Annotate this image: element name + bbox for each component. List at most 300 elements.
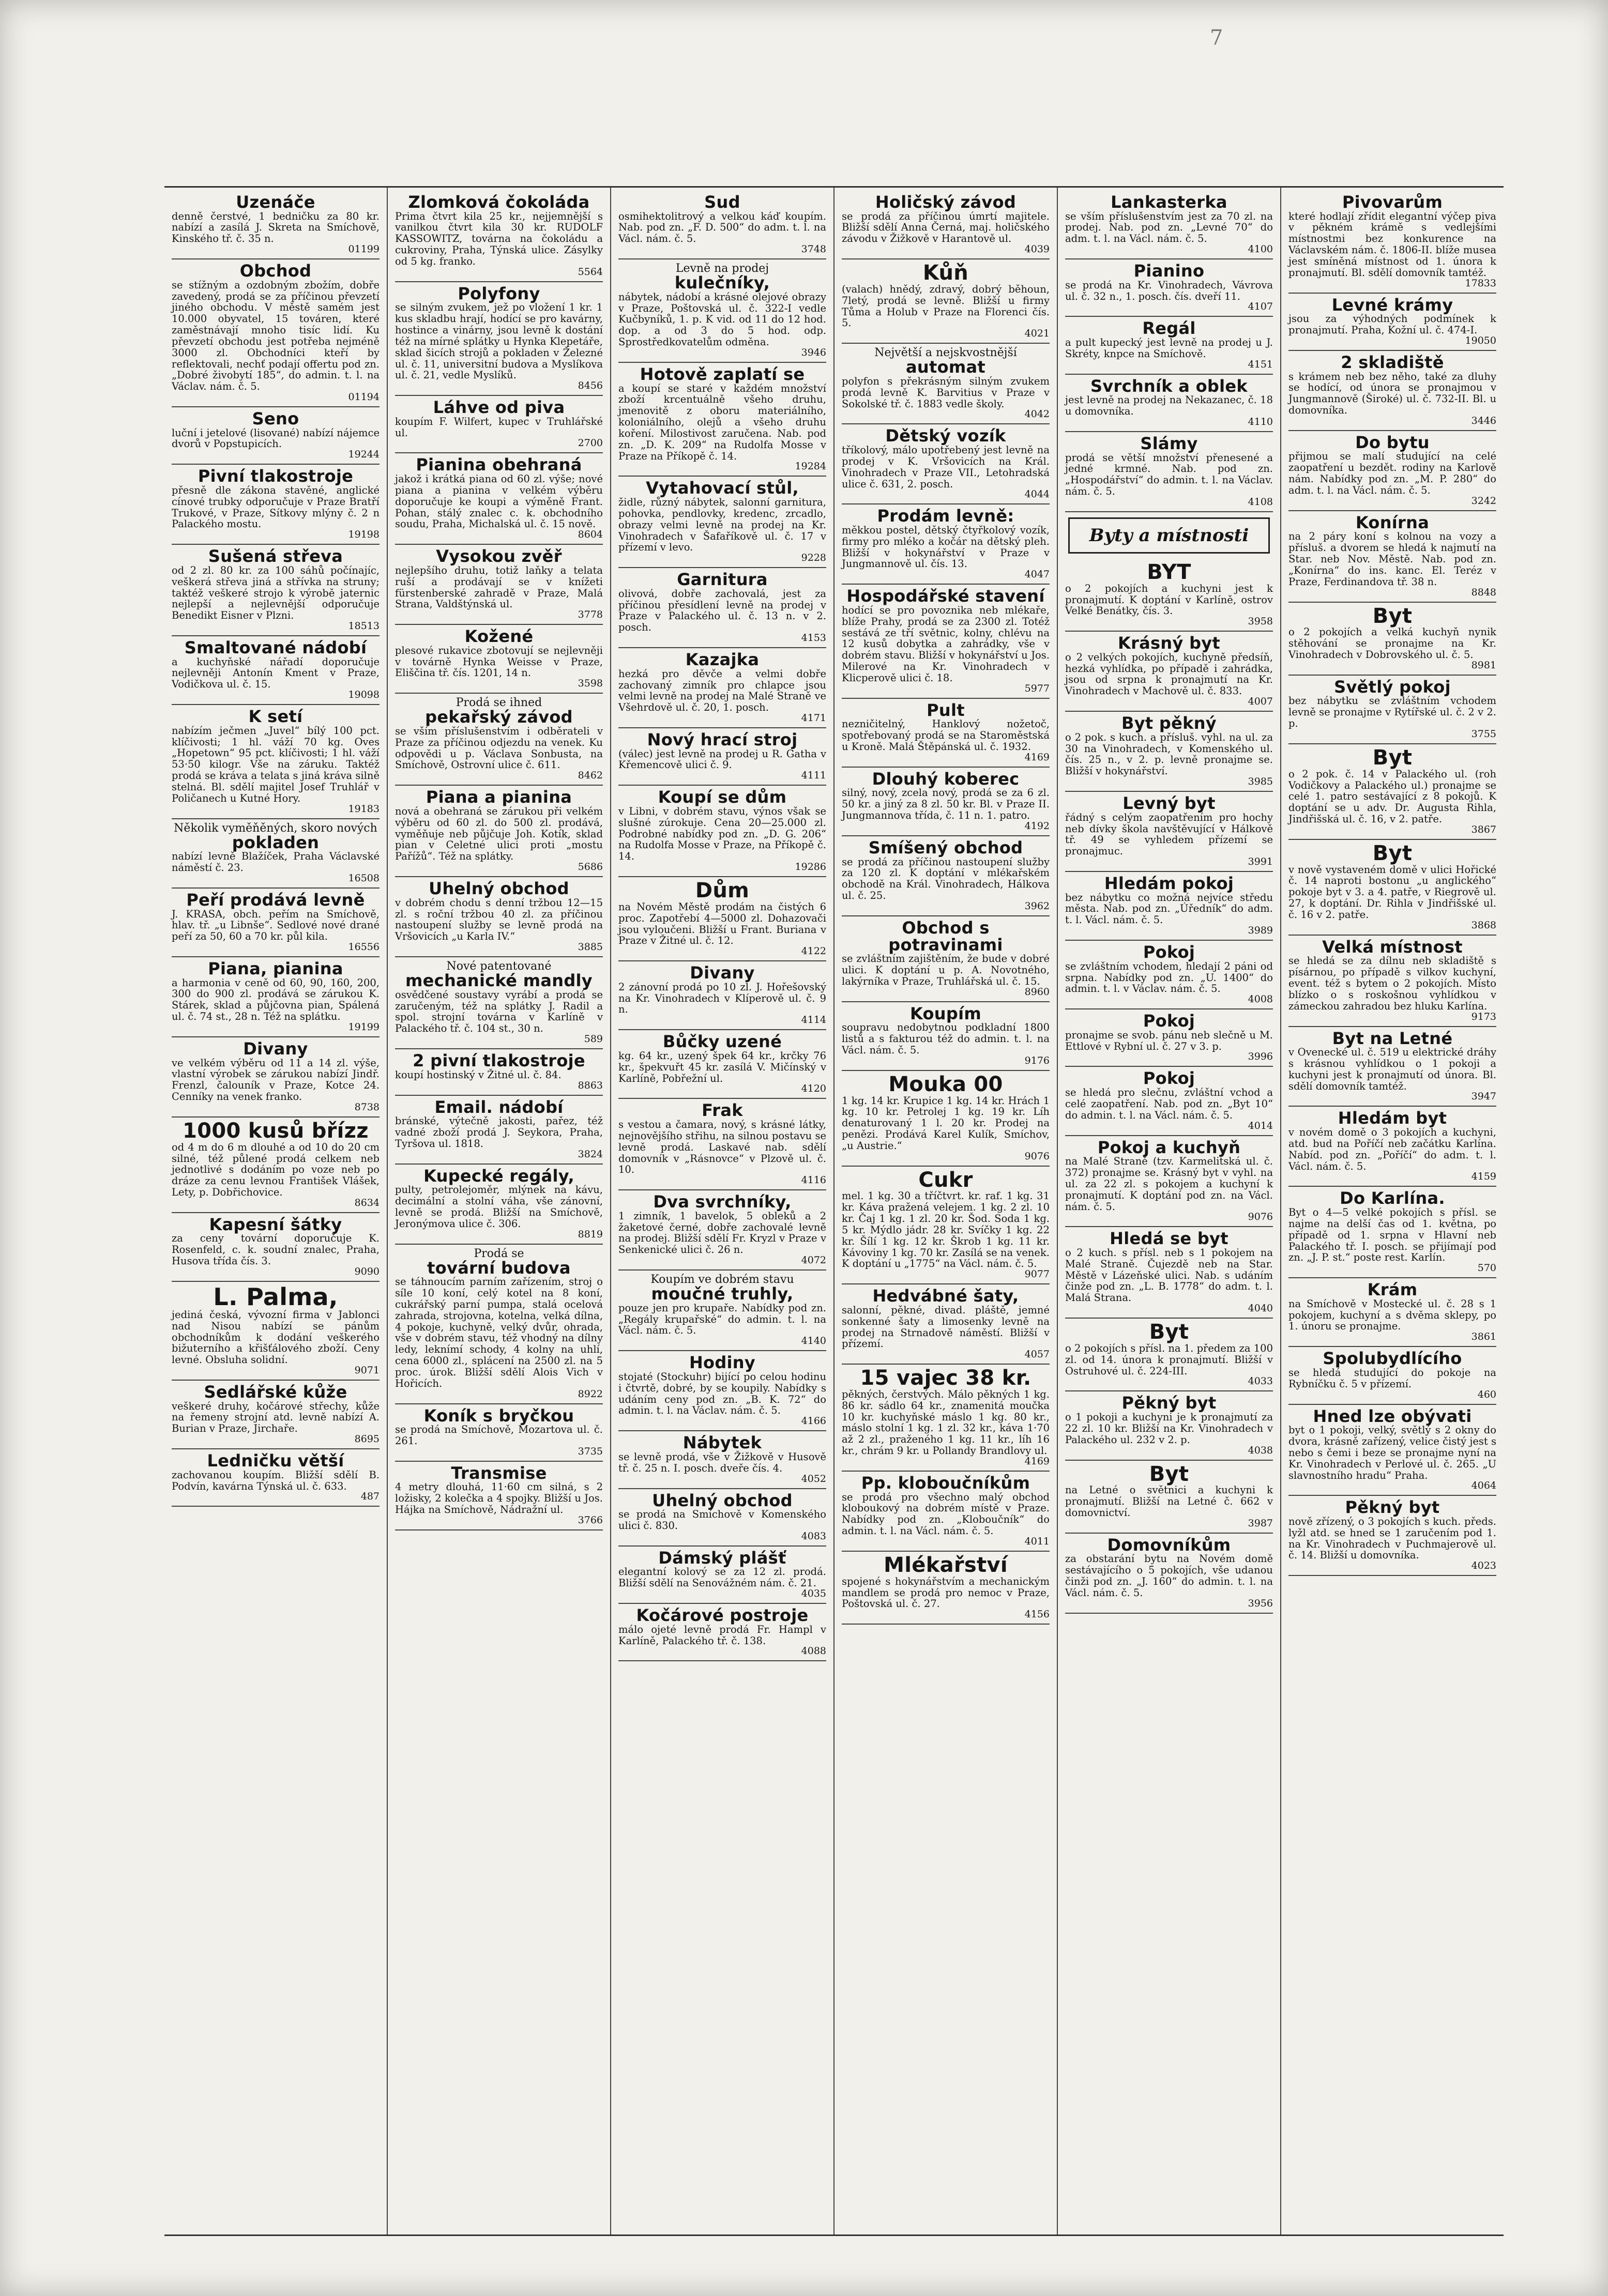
ad-body: v Libni, v dobrém stavu, výnos však se slušné zúrokuje. Cena 20—25.000 zl. Podrobné nabídky pod zn. „D. G. 206“ na Rudolfa Mosse v Praze, na Příkopě č. 14. bbox=[618, 805, 826, 863]
ad-headline: L. Palma, bbox=[213, 1282, 338, 1311]
ad-number: 4023 bbox=[1471, 1560, 1496, 1572]
ad-body: prodá se větší množství přenesené a jedné krmné. Nab. pod zn. „Hospodářství“ do admin. t. l. na Václav. nám. č. 5. bbox=[1065, 451, 1273, 498]
ad-headline: Do Karlína. bbox=[1340, 1188, 1445, 1208]
classified-ad bbox=[1288, 1278, 1496, 1347]
classified-ad bbox=[172, 191, 380, 259]
classified-ad bbox=[1065, 941, 1273, 1009]
classified-ad bbox=[172, 1449, 380, 1507]
ad-body: v novém domě o 3 pokojích a kuchyni, atd. bud na Poříčí neb začátku Karlína. Nabíd. pod zn. „Poříčí“ do adm. t. l. Václ. nám. č. 5. bbox=[1288, 1126, 1496, 1172]
classified-ad bbox=[395, 694, 603, 786]
classified-ad bbox=[1288, 351, 1496, 431]
ad-number: 9077 bbox=[1024, 1268, 1050, 1280]
ad-number: 8634 bbox=[354, 1197, 380, 1208]
ad-body: 1 zimník, 1 bavelok, 5 obleků a 2 žaketové černé, dobře zachovalé levně na prodej. Bližší sdělí Fr. Kryzl v Praze v Senkenické ulici č. 26 n. bbox=[618, 1210, 826, 1256]
ad-headline: Obchod s potravinami bbox=[888, 917, 1003, 955]
classified-ad bbox=[1288, 676, 1496, 744]
ad-number: 8695 bbox=[354, 1433, 380, 1445]
ad-headline: Hledá se byt bbox=[1110, 1229, 1228, 1249]
ad-number: 460 bbox=[1477, 1388, 1496, 1400]
classified-ad bbox=[1065, 259, 1273, 317]
ad-number: 3748 bbox=[801, 243, 826, 255]
ad-number: 8981 bbox=[1471, 659, 1496, 671]
ad-body: polyfon s překrásným silným zvukem prodá levně K. Barvitius v Praze v Sokolské tř. č. 1883 vedle školy. bbox=[842, 375, 1050, 410]
classified-ad bbox=[1288, 1187, 1496, 1278]
ad-number: 4047 bbox=[1024, 569, 1050, 580]
ad-body: od 4 m do 6 m dlouhé a od 10 do 20 cm silné, též půlené prodá celkem neb jednotlivé s dodáním po voze neb po dráze za cenu levnou František Vlášek, Lety, p. Dobřichovice. bbox=[172, 1141, 380, 1198]
classified-ad bbox=[1065, 375, 1273, 432]
classified-ad bbox=[618, 1190, 826, 1271]
ad-number: 3985 bbox=[1248, 776, 1273, 788]
column-3 bbox=[611, 188, 835, 2234]
ad-body: se silným zvukem, jež po vložení 1 kr. 1 kus skladbu hrají, hodící se pro kavárny, hostince a vinárny, jsou levně k dostání též na mírné splátky u Hynka Klepetáře, sklad šicích strojů a pokladen v Železné ul. č. 11, universitní budova a Myslíkova ul. č. 21, vedle Myslíků. bbox=[395, 301, 603, 381]
classified-ad bbox=[842, 699, 1050, 768]
ad-body: které hodlají zřídit elegantní výčep piva v pěkném krámě s vedlejšími místnostmi bez konkurence na Václavském nám. č. 1806-II. blíže musea jest smíněná místnost od 1. února k pronajmutí. Bl. sdělí domovník tamtéž. bbox=[1288, 210, 1496, 279]
classified-ad bbox=[618, 1271, 826, 1351]
ad-number: 3778 bbox=[578, 609, 603, 621]
ad-number: 4153 bbox=[801, 632, 826, 644]
ad-body: a kuchyňské nářadí doporučuje nejlevněji Antonín Kment v Praze, Vodičkova ul. č. 15. bbox=[172, 655, 380, 691]
ad-headline: Vytahovací stůl, bbox=[646, 478, 799, 498]
ad-body: soupravu nedobytnou podkladní 1800 listů a s fakturou též do admin. t. l. na Václ. nám. č. 5. bbox=[842, 1021, 1050, 1056]
ad-body: na Malé Straně (tzv. Karmelitská ul. č. 372) pronajme se. Krásný byt v vyhl. na ul. za 22 zl. s pokojem a kuchyní k pronajmutí. K doptání pod zn. na Václ. nám. č. 5. bbox=[1065, 1155, 1273, 1213]
ad-body: se hledá se za dílnu neb skladiště s písárnou, po případě s vilkov kuchyní, event. též s bytem o 2 pokojích. Místo blízko o s roskošnou vyhlídkou v zámeckou zahradou bez hluku Karlína. bbox=[1288, 955, 1496, 1012]
classified-ad bbox=[395, 1245, 603, 1404]
classified-ad bbox=[1288, 840, 1496, 936]
classified-ad bbox=[1288, 1405, 1496, 1496]
ad-body: jsou za výhodných podmínek k pronajmutí. Praha, Kožní ul. č. 474-I. bbox=[1288, 313, 1496, 336]
classified-ad bbox=[618, 477, 826, 568]
ad-headline: Lankasterka bbox=[1111, 192, 1227, 212]
classified-ad bbox=[618, 786, 826, 877]
ad-headline: Byt bbox=[1149, 1462, 1189, 1486]
ad-number: 19286 bbox=[795, 861, 826, 873]
ad-body: luční i jetelové (lisované) nabízí nájemce dvorů v Popstupicích. bbox=[172, 426, 380, 450]
ad-headline: Světlý pokoj bbox=[1334, 677, 1451, 697]
classified-ad bbox=[1065, 1227, 1273, 1319]
ad-body: nábytek, nádobí a krásné olejové obrazy v Praze, Poštovská ul. č. 322-I vedle Kučbyníků, 1. p. K vid. od 11 do 12 hod. dop. a od 3 do 5 hod. odp. Sprostředkovatelům odměna. bbox=[618, 290, 826, 348]
classified-ad bbox=[618, 961, 826, 1030]
ad-headline: Pokoj bbox=[1143, 942, 1195, 962]
ad-headline: Hodiny bbox=[689, 1353, 756, 1373]
classified-ad bbox=[1065, 872, 1273, 941]
classified-ad bbox=[172, 889, 380, 957]
ad-body: silný, nový, zcela nový, prodá se za 6 zl. 50 kr. a jiný za 8 zl. 50 kr. Bl. v Praze II. Jungmannova třída, č. 11 n. 1. patro. bbox=[842, 787, 1050, 822]
ad-body: se prodá na Smíchově, Mozartova ul. č. 261. bbox=[395, 1423, 603, 1447]
classified-ad bbox=[842, 916, 1050, 1002]
ad-headline: Holičský závod bbox=[875, 192, 1017, 212]
ad-headline: Svrchník a oblek bbox=[1090, 376, 1248, 396]
ad-body: o 2 pok. č. 14 v Palackého ul. (roh Vodičkovy a Palackého ul.) pronajme se celé 1. patro sestávající z 8 pokojů. K doptání se u adv. Dr. Augusta Rihla, Jindřišská ul. č. 16, v 2. patře. bbox=[1288, 768, 1496, 825]
ad-body: na Smíchově v Mostecké ul. č. 28 s 1 pokojem, kuchyní a s dvěma sklepy, po 1. únoru se pronajme. bbox=[1288, 1297, 1496, 1333]
classified-ad bbox=[395, 545, 603, 625]
ad-number: 9071 bbox=[354, 1364, 380, 1376]
classified-ad bbox=[1288, 1107, 1496, 1187]
classified-ad bbox=[1288, 603, 1496, 676]
classified-ad bbox=[1065, 317, 1273, 374]
ad-body: koupí hostinský v Žitné ul. č. 84. bbox=[395, 1068, 562, 1081]
ad-headline: Bůčky uzené bbox=[662, 1032, 782, 1052]
ad-number: 3991 bbox=[1248, 855, 1273, 867]
ad-number: 19183 bbox=[348, 803, 380, 815]
ad-number: 4120 bbox=[801, 1083, 826, 1095]
ad-headline: Cukr bbox=[918, 1168, 973, 1192]
ad-body: J. KRASA, obch. peřím na Smíchově, hlav. tř. „u Libnše“. Sedlové nové drané peří za 50, 60 a 70 kr. půl kila. bbox=[172, 908, 380, 943]
classified-ad bbox=[172, 636, 380, 705]
classified-ad bbox=[395, 282, 603, 396]
ad-headline: Dětský vozík bbox=[885, 426, 1006, 446]
ad-headline: Sušená střeva bbox=[208, 546, 343, 567]
ad-number: 4116 bbox=[801, 1174, 826, 1186]
ad-headline: Zlomková čokoláda bbox=[408, 192, 590, 212]
ad-body: se vším příslušenstvím jest za 70 zl. na prodej. Nab. pod zn. „Levné 70“ do adm. t. l. na Václ. nám. č. 5. bbox=[1065, 210, 1273, 245]
ad-headline: Byt bbox=[1149, 1320, 1189, 1344]
classified-ad bbox=[618, 1099, 826, 1190]
ad-headline: Byt pěkný bbox=[1121, 713, 1217, 733]
ad-headline: 2 pivní tlakostroje bbox=[413, 1051, 585, 1071]
ad-number: 4169 bbox=[1024, 751, 1050, 763]
ad-body: na Novém Městě prodám na čistých 6 proc. Zapotřebí 4—5000 zl. Dohazovači jsou vyloučeni. Bližší u Frant. Buriana v Praze v Žitné ul. č. 12. bbox=[618, 900, 826, 947]
ad-number: 16556 bbox=[348, 941, 380, 953]
classified-ad bbox=[842, 504, 1050, 585]
classified-ad bbox=[842, 1071, 1050, 1167]
ad-headline: Seno bbox=[252, 409, 299, 429]
classified-ad bbox=[172, 957, 380, 1037]
ad-headline: Sedlářské kůže bbox=[204, 1382, 347, 1402]
ad-body: osmihektolitrový a velkou káď koupím. Nab. pod zn. „F. D. 500“ do adm. t. l. na Václ. nám. č. 5. bbox=[618, 210, 826, 245]
ad-headline: Uhelný obchod bbox=[652, 1490, 793, 1510]
ad-number: 4044 bbox=[1024, 488, 1050, 500]
ad-headline: Do bytu bbox=[1355, 432, 1430, 452]
ad-headline: Pianina obehraná bbox=[416, 455, 582, 475]
classified-ad bbox=[1065, 559, 1273, 632]
ad-headline: Dámský plášť bbox=[658, 1548, 786, 1568]
ad-body: jakož i krátká piana od 60 zl. výše; nové piana a pianina v velkém výběru doporučuje ke koupi a výměně Frant. Pohan, stálý znalec c. k. obchodního soudu, Praha, Michalská ul. č. 15 nově. bbox=[395, 473, 603, 530]
classified-ad bbox=[1065, 632, 1273, 712]
section-banner: Byty a místnosti bbox=[1068, 517, 1270, 554]
ad-headline: Dlouhý koberec bbox=[872, 769, 1020, 789]
ad-number: 3755 bbox=[1471, 728, 1496, 740]
classified-ad bbox=[618, 363, 826, 477]
classified-ad bbox=[618, 1030, 826, 1099]
classified-ad bbox=[1288, 1027, 1496, 1107]
classified-ad bbox=[172, 1037, 380, 1118]
ad-number: 17833 bbox=[1465, 277, 1496, 289]
ad-number: 3946 bbox=[801, 346, 826, 358]
ad-number: 3885 bbox=[578, 941, 603, 953]
ad-headline: tovární budova bbox=[427, 1258, 571, 1278]
ad-headline: Domovníkům bbox=[1107, 1535, 1231, 1555]
ad-headline: Mlékařství bbox=[884, 1553, 1008, 1577]
ad-number: 3446 bbox=[1471, 415, 1496, 426]
column-6 bbox=[1281, 188, 1504, 2234]
ad-body: nová a obehraná se zárukou při velkém výběru od 60 zl. do 500 zl. prodává, vyměňuje neb půjčuje Joh. Kotík, sklad pian v Celetné ulici proti „mostu Pařížů“. Též na splátky. bbox=[395, 805, 603, 863]
column-5 bbox=[1058, 188, 1281, 2234]
ad-body: se táhnoucím parním zařízením, stroj o síle 10 koní, celý kotel na 8 koní, cukrářský parní pumpa, stalá ocelová zahrada, strojovna, kotelna, velká dílna, 4 pokoje, kuchyně, velký dvůr, ohrada, vše v dobrém stavu, též vhodný na dílny ledy, leknímí schody, 4 kolny na uhlí, cena 6000 zl., splácení na 2500 zl. na 5 proc. úrok. Bližší sdělí Alois Vich v Hořicích. bbox=[395, 1276, 603, 1389]
ad-body: se stížným a ozdobným zbožím, dobře zavedený, prodá se za příčinou převzetí jiného obchodu. V městě samém jest 10.000 obyvatel, 15 továren, které zaměstnávají mnoho tisíc lidí. Ku převzetí obchodu jest potřeba nejméně 3000 zl. Obchodníci kteří by reflektovali, nechť podají offertu pod zn. „Dobré živobytí 185“, do admin. t. l. na Václav. nám. č. 5. bbox=[172, 279, 380, 393]
ad-headline: Hned lze obývati bbox=[1313, 1406, 1472, 1426]
ad-number: 4100 bbox=[1248, 243, 1273, 255]
classified-ad bbox=[172, 705, 380, 819]
ad-kicker: Prodá se bbox=[474, 1247, 524, 1260]
ad-body: o 2 pokojích a velká kuchyň nynik stěhování se pronajme na Kr. Vinohradech v Dobrovského ul. č. 5. bbox=[1288, 626, 1496, 661]
ad-headline: Nábytek bbox=[682, 1433, 762, 1453]
ad-headline: Pult bbox=[927, 700, 965, 720]
ad-number: 9090 bbox=[354, 1265, 380, 1277]
ad-number: 3598 bbox=[578, 678, 603, 690]
ad-body: a pult kupecký jest levně na prodej u J. Skréty, knpce na Smíchově. bbox=[1065, 336, 1273, 360]
ad-body: řádný s celým zaopatřením pro hochy neb dívky škola navštěvující v Hálkově tř. 49 se vyhledem přízemí se pronajmuc. bbox=[1065, 811, 1273, 858]
ad-body: 2 zánovní prodá po 10 zl. J. Hořešovský na Kr. Vinohradech v Klíperově ul. č. 9 n. bbox=[618, 981, 826, 1016]
ad-headline: Piana, pianina bbox=[208, 959, 343, 979]
ad-number: 4088 bbox=[801, 1645, 826, 1657]
ad-headline: K setí bbox=[248, 707, 303, 727]
ad-number: 9176 bbox=[1024, 1054, 1050, 1066]
ad-number: 19199 bbox=[348, 1021, 380, 1033]
classified-ad bbox=[1288, 191, 1496, 294]
ad-number: 3962 bbox=[1024, 900, 1050, 912]
ad-headline: Uzenáče bbox=[236, 192, 315, 212]
ad-body: v Ovenecké ul. č. 519 u elektrické dráhy s krásnou vyhlídkou o 1 pokoji a kuchyni jest k pronajmutí od února. Bl. sdělí domovník tamtéž. bbox=[1288, 1046, 1496, 1092]
ad-headline: Kůň bbox=[922, 261, 969, 285]
ad-body: nabízí levně Blažíček, Praha Václavské náměstí č. 23. bbox=[172, 850, 380, 874]
ad-body: mel. 1 kg. 30 a tříčtvrt. kr. raf. 1 kg. 31 kr. Káva pražená velejem. 1 kg. 2 zl. 10 kr. Čaj 1 kg. 1 zl. 20 kr. Šod. Soda 1 kg. 5 kr. Mýdlo jádr. 28 kr. Svíčky 1 kg. 22 kr. Šílí 1 kg. 12 kr. Škrob 1 kg. 11 kr. Kávoviny 1 kg. 70 kr. Zasílá se na venek. K doptání u „1775“ na Václ. nám. č. 5. bbox=[842, 1190, 1050, 1270]
ad-body: elegantní kolový se za 12 zl. prodá. Bližší sdělí na Senovážném nám. č. 21. bbox=[618, 1566, 826, 1589]
ad-body: 1 kg. 14 kr. Krupice 1 kg. 14 kr. Hrách 1 kg. 10 kr. Petrolej 1 kg. 19 kr. Líh denaturovaný 1 l. 20 kr. Prodej na penězi. Prodává Karel Kulík, Smíchov, „u Austrie.“ bbox=[842, 1094, 1050, 1152]
ad-body: veškeré druhy, kočárové střechy, kůže na řemeny strojní atd. levně nabízí A. Burian v Praze, Jirchaře. bbox=[172, 1400, 380, 1435]
classified-ad bbox=[395, 1404, 603, 1462]
ad-body: jest levně na prodej na Nekazanec, č. 18 u domovníka. bbox=[1065, 394, 1273, 418]
ad-headline: Koupím bbox=[909, 1003, 982, 1023]
ad-number: 3989 bbox=[1248, 925, 1273, 937]
ad-body: 4 metry dlouhá, 11·60 cm silná, s 2 ložisky, 2 kolečka a 4 spojky. Bližší u Jos. Hájka na Smíchově, Nádražní ul. bbox=[395, 1481, 603, 1516]
ad-number: 3868 bbox=[1471, 919, 1496, 931]
ad-body: se zvláštním zajištěním, že bude v dobré ulici. K doptání u p. A. Novotného, lakýrníka v Praze, Truhlářská ul. č. 15. bbox=[842, 953, 1050, 987]
ad-kicker: Největší a nejskvostnější bbox=[874, 346, 1017, 360]
ad-kicker: Levně na prodej bbox=[675, 262, 769, 275]
ad-number: 4033 bbox=[1248, 1375, 1273, 1387]
classified-ad bbox=[842, 585, 1050, 698]
ad-number: 3987 bbox=[1248, 1517, 1273, 1529]
classified-ad bbox=[842, 259, 1050, 344]
ad-body: denně čerstvé, 1 bedničku za 80 kr. nabízí a zasílá J. Skreta na Smíchově, Kinského tř. č. 35 n. bbox=[172, 210, 380, 245]
ad-headline: Pěkný byt bbox=[1121, 1393, 1217, 1413]
classified-ad bbox=[395, 1049, 603, 1095]
classified-ad bbox=[395, 877, 603, 957]
ad-body: stojaté (Stockuhr) bijící po celou hodinu i čtvrtě, dobré, by se koupily. Nabídky s udáním ceny pod zn. „B. K. 72“ do admin. t. l. na Václav. nám. č. 5. bbox=[618, 1370, 826, 1417]
ad-body: na 2 páry koní s kolnou na vozy a přísluš. a dvorem se hledá k najmutí na Star. neb Nov. Městě. Nab. pod zn. „Konírna“ do ins. kanc. El. Teréz v Praze, Ferdinandova tř. 38 n. bbox=[1288, 530, 1496, 588]
ad-body: pronajme se svob. pánu neb slečně u M. Ettlové v Rybní ul. č. 27 v 3. p. bbox=[1065, 1029, 1273, 1052]
classified-ad bbox=[1065, 1009, 1273, 1067]
classified-ad bbox=[172, 1118, 380, 1213]
ad-headline: Koupí se dům bbox=[658, 787, 787, 807]
ad-body: salonní, pěkné, divad. pláště, jemné sonkenné šaty a limosenky levně na prodej na Strnadově náměstí. Bližší v přízemí. bbox=[842, 1304, 1050, 1350]
ad-body: bránské, výtečně jakosti, pařez, též vadné zboží prodá J. Seykora, Praha, Tyršova ul. 1818. bbox=[395, 1115, 603, 1150]
ad-number: 8456 bbox=[578, 380, 603, 392]
classified-ad bbox=[1288, 1347, 1496, 1404]
ad-body: o 2 pokojích s přísl. na 1. předem za 100 zl. od 14. února k pronajmutí. Bližší v Ostruhové ul. č. 224-III. bbox=[1065, 1342, 1273, 1377]
classified-ad bbox=[1065, 792, 1273, 872]
classified-ad bbox=[1288, 1496, 1496, 1576]
classified-ad bbox=[618, 568, 826, 648]
ad-body: bez nábytku co možná nejvíce středu města. Nab. pod zn. „Úředník“ do adm. t. l. Václ. nám. č. 5. bbox=[1065, 891, 1273, 926]
ad-number: 487 bbox=[360, 1491, 380, 1503]
ad-headline: Pokoj a kuchyň bbox=[1097, 1137, 1241, 1157]
ad-number: 4052 bbox=[801, 1473, 826, 1484]
classified-ad bbox=[1288, 294, 1496, 351]
ad-headline: Pivní tlakostroje bbox=[198, 466, 354, 486]
classified-ad bbox=[172, 819, 380, 889]
ad-headline: Byt bbox=[1372, 745, 1413, 770]
ad-number: 4192 bbox=[1024, 820, 1050, 832]
ad-headline: Garnitura bbox=[677, 570, 768, 590]
ad-body: na Letné o světnici a kuchyni k pronajmutí. Bližší na Letné č. 662 v domovnictví. bbox=[1065, 1484, 1273, 1519]
ad-body: koupím F. Wilfert, kupec v Truhlářské ul. bbox=[395, 415, 603, 439]
ad-number: 3735 bbox=[578, 1445, 603, 1457]
ad-number: 4083 bbox=[801, 1530, 826, 1542]
ad-headline: Pokoj bbox=[1143, 1068, 1195, 1089]
ad-number: 2700 bbox=[578, 437, 603, 449]
ad-kicker: Nové patentované bbox=[446, 960, 552, 973]
classified-ad bbox=[618, 191, 826, 259]
ad-body: pěkných, čerstvých. Málo pěkných 1 kg. 86 kr. sádlo 64 kr., znamenitá moučka 10 kr. kuchyňské máslo 1 kg. 80 kr., máslo stolní 1 kg. 1 zl. 32 kr., káva 1·70 až 2 zl., praženého 1 kg. 11 kr., líh 16 kr., chrám 9 kr. u Pollandy Brandlovy ul. bbox=[842, 1388, 1050, 1457]
classified-ad bbox=[618, 648, 826, 728]
ad-headline: 2 skladiště bbox=[1341, 352, 1444, 372]
ad-headline: Byt bbox=[1372, 841, 1413, 865]
ad-body: kg. 64 kr., uzený špek 64 kr., krčky 76 kr., špekvuřt 45 kr. zasílá V. Mičínský v Karlíně, Pobřežní ul. bbox=[618, 1049, 826, 1084]
classified-ad bbox=[842, 1365, 1050, 1472]
ad-headline: Obchod bbox=[239, 261, 312, 281]
ad-headline: Pianino bbox=[1133, 261, 1205, 281]
ad-headline: Hledám pokoj bbox=[1104, 873, 1234, 893]
ad-number: 9076 bbox=[1024, 1150, 1050, 1162]
classified-ad bbox=[842, 1552, 1050, 1625]
classified-ad bbox=[395, 625, 603, 694]
ad-headline: Kazajka bbox=[685, 650, 760, 670]
classified-ad bbox=[395, 1096, 603, 1165]
ad-number: 3766 bbox=[578, 1514, 603, 1526]
ad-number: 01194 bbox=[348, 391, 380, 403]
ad-number: 3996 bbox=[1248, 1051, 1273, 1063]
ad-body: osvědčené soustavy vyrábí a prodá se zaručeným, též na splátky J. Radil a spol. strojní továrna v Karlíně v Palackého tř. č. 104 st., 30 n. bbox=[395, 988, 603, 1035]
ad-headline: Slámy bbox=[1140, 433, 1198, 453]
classified-ad bbox=[1065, 1461, 1273, 1534]
ad-number: 4156 bbox=[1024, 1609, 1050, 1620]
ad-kicker: Koupím ve dobrém stavu bbox=[650, 1273, 794, 1287]
ad-headline: Krásný byt bbox=[1117, 633, 1221, 653]
ad-body: a harmonia v ceně od 60, 90, 160, 200, 300 do 900 zl. prodává se zárukou K. Stárek, sklad a půjčovna pian, Spálená ul. č. 74 st., 28 n. Též na splátku. bbox=[172, 976, 380, 1023]
ad-headline: Frak bbox=[702, 1100, 743, 1121]
classified-ad bbox=[172, 259, 380, 407]
classified-ad bbox=[1288, 744, 1496, 840]
ad-body: o 2 velkých pokojích, kuchyně předsíň, hezká vyhlídka, po případě i zahrádka, jsou od srpna k pronajmutí na Kr. Vinohradech v Machově ul. č. 833. bbox=[1065, 651, 1273, 697]
ad-body: o 2 pok. s kuch. a přísluš. vyhl. na ul. za 30 na Vinohradech, v Komenského ul. čís. 25 n., v 2. p. levně pronajme se. Bližší v hokynářství. bbox=[1065, 731, 1273, 777]
classified-ad bbox=[1065, 1534, 1273, 1614]
ad-headline: Pivovarům bbox=[1342, 192, 1443, 212]
ad-headline: Byt bbox=[1372, 604, 1413, 628]
classified-ad bbox=[395, 786, 603, 877]
ad-number: 8922 bbox=[578, 1388, 603, 1400]
ad-number: 4011 bbox=[1024, 1535, 1050, 1547]
ad-body: měkkou postel, dětský čtyřkolový vozík, firmy pro mléko a kočár na dětský pleh. Bližší v hokynářství v Praze v Jungmannově ul. čís. 13. bbox=[842, 524, 1050, 570]
classified-ad bbox=[842, 1284, 1050, 1365]
classified-ad bbox=[395, 1462, 603, 1530]
ad-headline: Krám bbox=[1367, 1280, 1418, 1300]
ad-headline: Piana a pianina bbox=[426, 787, 572, 807]
ad-headline: 15 vajec 38 kr. bbox=[860, 1366, 1031, 1390]
ad-number: 19244 bbox=[348, 449, 380, 461]
classified-ad bbox=[618, 1489, 826, 1547]
ad-number: 4169 bbox=[1024, 1455, 1050, 1467]
ad-body: nově zřízený, o 3 pokojích s kuch. předs. lyžl atd. se hned se 1 zaručením pod 1. na Kr. Vinohradech v Puchmajerově ul. č. 14. Bližší u domovníka. bbox=[1288, 1515, 1496, 1562]
ad-number: 4122 bbox=[801, 945, 826, 957]
ad-headline: moučné truhly, bbox=[651, 1284, 794, 1304]
column-4 bbox=[835, 188, 1058, 2234]
ad-number: 4035 bbox=[801, 1588, 826, 1600]
classified-ad bbox=[842, 344, 1050, 424]
ad-headline: Transmise bbox=[451, 1463, 547, 1483]
ad-body: s vestou a čamara, nový, s krásné látky, nejnovějšího střihu, na silnou postavu se levně prodá. Laskavé nab. sdělí domovník v „Rásnovce“ v Plzově ul. č. 10. bbox=[618, 1119, 826, 1176]
ad-number: 9076 bbox=[1248, 1211, 1273, 1223]
ad-body: za obstarání bytu na Novém domě sestávajícího o 5 pokojích, vše udanou činži pod zn. „J. 160“ do admin. t. l. na Václ. nám. č. 5. bbox=[1065, 1553, 1273, 1599]
ad-headline: Levný byt bbox=[1122, 793, 1216, 814]
ad-body: nejlepšího druhu, totiž laňky a telata ruší a prodávají se v knížeti fürstenberské zahradě v Praze, Malá Strana, Valdštýnská ul. bbox=[395, 564, 603, 610]
ad-number: 3958 bbox=[1248, 616, 1273, 627]
ad-number: 8819 bbox=[578, 1228, 603, 1240]
ad-body: hodící se pro povoznika neb mlékaře, blíže Prahy, prodá se za 2300 zl. Totéž sestává ze tří světnic, kolny, chlévu na 12 kusů dobytka a zahrádky, vše v dobrém stavu. Bližší v hokynářství u Jos. Milerové na Kr. Vinohradech v Klicperově ulici č. 18. bbox=[842, 604, 1050, 684]
ad-number: 4064 bbox=[1471, 1480, 1496, 1492]
ad-body: bez nábytku se zvláštním vchodem levně se pronajme v Rytířské ul. č. 2 v 2. p. bbox=[1288, 695, 1496, 730]
ad-headline: Hotově zaplatí se bbox=[640, 364, 805, 384]
classified-ad bbox=[618, 1431, 826, 1489]
ad-headline: Hospodářské stavení bbox=[846, 586, 1045, 606]
ad-number: 4140 bbox=[801, 1335, 826, 1347]
ad-number: 4111 bbox=[801, 770, 826, 782]
ad-headline: Velká místnost bbox=[1322, 937, 1463, 957]
classified-ad bbox=[172, 407, 380, 465]
ad-headline: Dům bbox=[695, 879, 750, 903]
ad-number: 3824 bbox=[578, 1148, 603, 1160]
ad-number: 4159 bbox=[1471, 1171, 1496, 1183]
ad-body: o 1 pokoji a kuchyni je k pronajmutí za 22 zl. 10 kr. Bližší na Kr. Vinohradech v Palackého ul. 232 v 2. p. bbox=[1065, 1411, 1273, 1446]
ad-body: v dobrém chodu s denní tržbou 12—15 zl. s roční tržbou 40 zl. za příčinou nastoupení služby se levně prodá na Vršovicích „u Karla IV.“ bbox=[395, 896, 603, 943]
classified-ad bbox=[618, 877, 826, 961]
ad-headline: Polyfony bbox=[458, 283, 540, 303]
ad-body: židle, různý nábytek, salonní garnitura, pohovka, pendlovky, kredenc, zrcadlo, obrazy velmi levně na prodej na Kr. Vinohradech v Šafaříkově ul. č. 17 v přízemí v levo. bbox=[618, 496, 826, 554]
ad-body: přijmou se malí studující na celé zaopatření u bezdět. rodiny na Karlově nám. Nabídky pod zn. „M. P. 280“ do adm. t. l. na Václ. nám. č. 5. bbox=[1288, 450, 1496, 496]
ad-headline: Email. nádobí bbox=[434, 1097, 564, 1117]
ad-body: spojené s hokynářstvím a mechanickým mandlem se prodá pro nemoc v Praze, Poštovská ul. č. 27. bbox=[842, 1575, 1050, 1610]
ad-number: 4008 bbox=[1248, 993, 1273, 1005]
ad-number: 9228 bbox=[801, 552, 826, 564]
classified-ad bbox=[842, 1472, 1050, 1552]
ad-number: 8960 bbox=[1024, 986, 1050, 998]
ad-body: se prodá za příčinou úmrtí majitele. Bližší sdělí Anna Černá, maj. holičského závodu v Žižkově v Harantově ul. bbox=[842, 210, 1050, 245]
ad-body: plesové rukavice zbotovují se nejlevněji v továrně Hynka Weisse v Praze, Eliščina tř. čís. 1201, 14 n. bbox=[395, 644, 603, 679]
ad-number: 5564 bbox=[578, 266, 603, 278]
classified-ad bbox=[618, 1351, 826, 1431]
classified-ad bbox=[1288, 511, 1496, 603]
ad-number: 4110 bbox=[1248, 416, 1273, 427]
ad-headline: Divany bbox=[243, 1038, 308, 1059]
ad-number: 570 bbox=[1477, 1262, 1496, 1274]
ad-number: 4072 bbox=[801, 1254, 826, 1266]
ad-headline: Kapesní šátky bbox=[209, 1214, 342, 1234]
ad-body: se vším příslušenstvím i odběrateli v Praze za příčinou odjezdu na venek. Ku odpovědi u p. Václava Sonbusta, na Smíchově, Ostrovní ulice č. 611. bbox=[395, 725, 603, 771]
ad-headline: Pp. kloboučníkům bbox=[861, 1473, 1030, 1493]
ad-headline: pekařský závod bbox=[425, 707, 573, 727]
ad-number: 4039 bbox=[1024, 243, 1050, 255]
ad-number: 16508 bbox=[348, 872, 380, 884]
